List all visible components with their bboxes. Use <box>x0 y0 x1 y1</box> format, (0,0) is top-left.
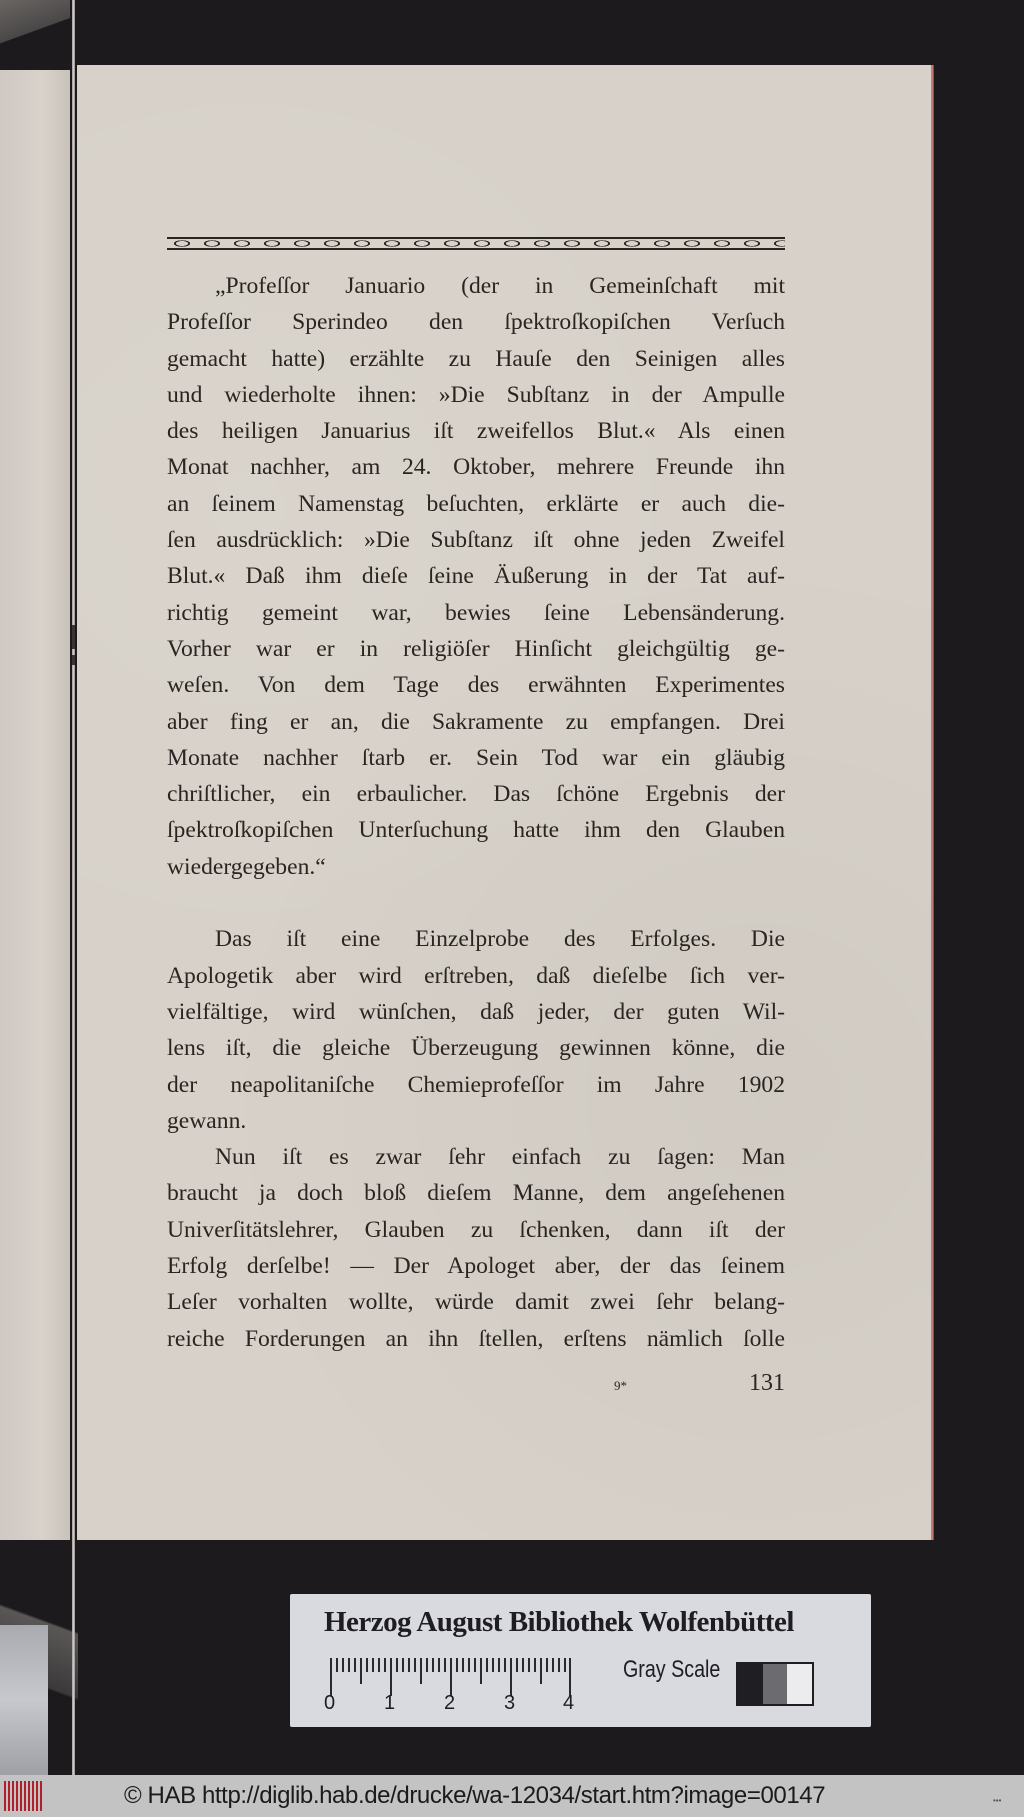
text-line: wiedergegeben.“ <box>167 853 326 880</box>
ruler-label: 0 <box>324 1692 336 1714</box>
text-line: lens iſt, die gleiche Überzeugung gewinnen könne, die <box>167 1035 785 1062</box>
menu-dots-icon[interactable]: •▪• <box>993 1796 1002 1805</box>
text-line: Monate nachher ſtarb er. Sein Tod war ein gläubig <box>167 744 785 771</box>
text-line: ſen ausdrücklich: »Die Subſtanz iſt ohne jeden Zweifel <box>167 527 785 554</box>
previous-page-edge <box>0 70 70 1540</box>
page-text <box>167 268 785 1357</box>
ornamental-border-icon <box>167 235 785 252</box>
text-line: reiche Forderungen an ihn ſtellen, erſtens nämlich ſolle <box>167 1325 785 1352</box>
swatch-gray <box>763 1664 788 1704</box>
text-line: aber fing er an, die Sakramente zu empfangen. Drei <box>167 708 785 735</box>
gutter-mark <box>72 625 75 649</box>
previous-page-bottom-card <box>0 1625 48 1775</box>
text-line: Apologetik aber wird erſtreben, daß dieſelbe ſich ver- <box>167 962 785 989</box>
ruler-label: 2 <box>444 1692 456 1714</box>
text-line: weſen. Von dem Tage des erwähnten Experimentes <box>167 672 785 699</box>
swatch-black <box>738 1664 763 1704</box>
text-line: gemacht hatte) erzählte zu Hauſe den Seinigen alles <box>167 345 785 372</box>
swatch-white <box>787 1664 812 1704</box>
ruler-label: 3 <box>504 1692 516 1714</box>
text-line: ſpektroſkopiſchen Unterſuchung hatte ihm den Glauben <box>167 817 785 844</box>
signature-mark: 9* <box>614 1378 627 1393</box>
copyright-link[interactable]: © HAB http://diglib.hab.de/drucke/wa-12034/start.htm?image=00147 <box>124 1782 826 1809</box>
text-line: an ſeinem Namenstag beſuchten, erklärte er auch die- <box>167 490 785 517</box>
text-line: und wiederholte ihnen: »Die Subſtanz in der Ampulle <box>167 381 785 408</box>
text-line: richtig gemeint war, bewies ſeine Lebensänderung. <box>167 599 785 626</box>
text-line: vielfältige, wird wünſchen, daß jeder, der guten Wil- <box>167 998 785 1025</box>
gutter-mark <box>72 655 75 665</box>
footer-bar <box>0 1775 1024 1817</box>
text-line: der neapolitaniſche Chemieprofeſſor im Jahre 1902 <box>167 1071 785 1098</box>
text-line: Univerſitätslehrer, Glauben zu ſchenken, dann iſt der <box>167 1216 785 1243</box>
library-name: Herzog August Bibliothek Wolfenbüttel <box>324 1606 794 1638</box>
ruler-label: 1 <box>384 1692 396 1714</box>
measurement-ruler <box>330 1658 570 1696</box>
book-page <box>77 65 933 1540</box>
text-line: chriſtlicher, ein erbaulicher. Das ſchöne Ergebnis der <box>167 781 785 808</box>
hab-logo-icon <box>4 1781 44 1811</box>
text-line: Monat nachher, am 24. Oktober, mehrere Freunde ihn <box>167 454 785 481</box>
gray-scale-swatch <box>736 1662 814 1706</box>
text-line: Profeſſor Sperindeo den ſpektroſkopiſchen Verſuch <box>167 309 785 336</box>
book-gutter <box>72 0 75 1775</box>
text-line: braucht ja doch bloß dieſem Manne, dem angeſehenen <box>167 1180 785 1207</box>
text-line: gewann. <box>167 1107 247 1134</box>
text-line: des heiligen Januarius iſt zweifellos Blut.« Als einen <box>167 418 785 445</box>
text-line: Nun iſt es zwar ſehr einfach zu ſagen: Man <box>215 1144 785 1171</box>
previous-page-shadow <box>0 0 70 70</box>
ruler-label: 4 <box>563 1692 575 1714</box>
text-line: „Profeſſor Januario (der in Gemeinſchaft mit <box>215 273 785 299</box>
text-line: Erfolg derſelbe! — Der Apologet aber, der das ſeinem <box>167 1253 785 1280</box>
text-line: Leſer vorhalten wollte, würde damit zwei ſehr belang- <box>167 1289 785 1316</box>
color-calibration-card <box>290 1594 871 1727</box>
gray-scale-label: Gray Scale <box>623 1656 721 1683</box>
page-number: 131 <box>749 1370 785 1396</box>
text-line: Vorher war er in religiöſer Hinſicht gleichgültig ge- <box>167 635 785 662</box>
text-line: Das iſt eine Einzelprobe des Erfolges. Die <box>215 926 785 953</box>
text-line: Blut.« Daß ihm dieſe ſeine Äußerung in der Tat auf- <box>167 563 785 590</box>
